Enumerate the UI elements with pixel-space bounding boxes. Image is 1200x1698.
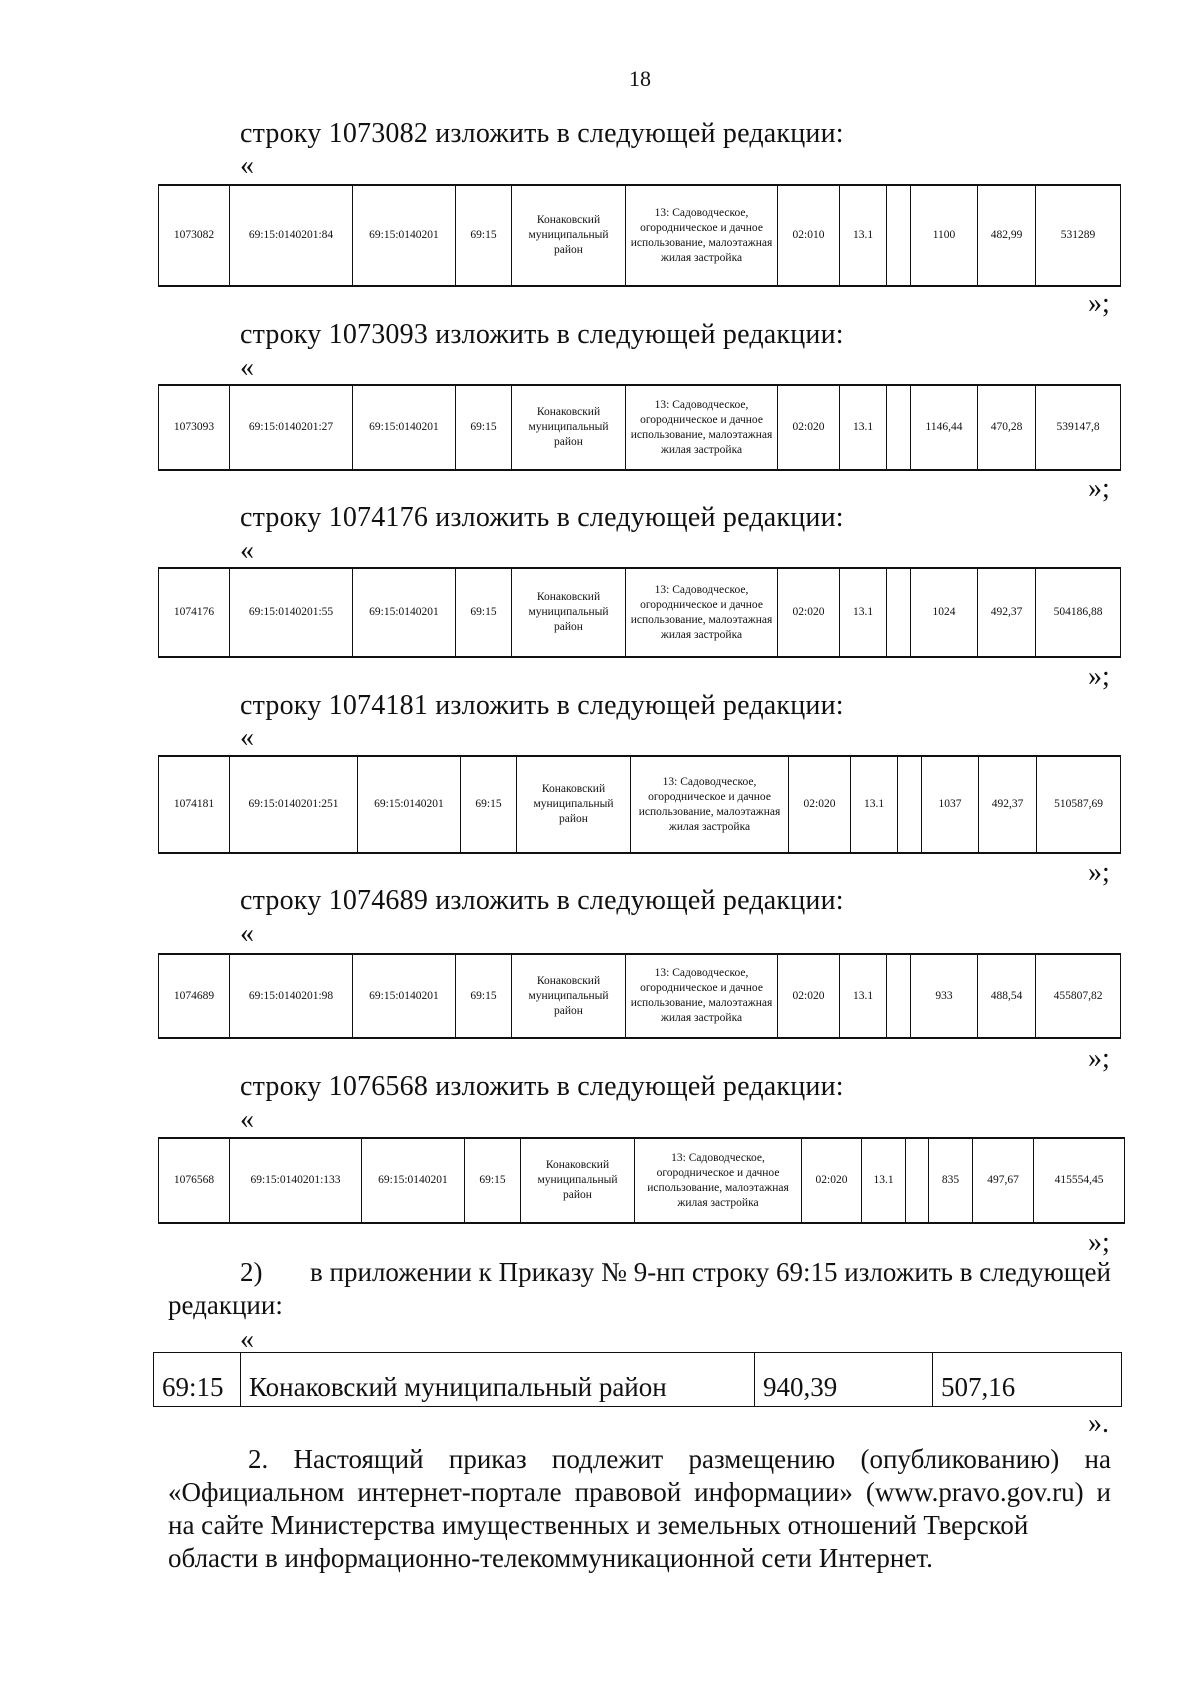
cell-cadastral-value: 510587,69 <box>1037 756 1121 853</box>
close-quote: »; <box>1088 661 1110 692</box>
cell-code: 1074176 <box>159 568 230 657</box>
cell-district-name: Конаковский муниципальный район <box>521 1138 635 1223</box>
cell-land-use: 13: Садоводческое, огородническое и дачное использование, малоэтажная жилая застройка <box>635 1138 802 1223</box>
cell-district-code: 69:15 <box>456 954 512 1038</box>
replacement-row-table <box>158 184 1121 287</box>
cell-specific-value: 482,99 <box>978 185 1036 286</box>
cell-area: 1037 <box>922 756 979 853</box>
cell-code: 1074689 <box>159 954 230 1038</box>
item-2-number: 2) <box>240 1257 263 1287</box>
cell-cadastral-quarter: 69:15:0140201 <box>353 185 456 286</box>
open-quote: « <box>240 150 254 181</box>
cell-cadastral-quarter: 69:15:0140201 <box>353 568 456 657</box>
cell-district-code: 69:15 <box>461 756 517 853</box>
cell-group-code: 02:020 <box>789 756 851 853</box>
cell-area: 933 <box>911 954 978 1038</box>
item-2-paragraph <box>168 1256 1111 1322</box>
publication-text-last-line: области в информационно-телекоммуникационной сети Интернет. <box>168 1543 933 1573</box>
cell-cadastral-value: 455807,82 <box>1036 954 1121 1038</box>
cell-code: 1074181 <box>159 756 230 853</box>
cell-district-code: 69:15 <box>465 1138 521 1223</box>
close-quote: »; <box>1088 857 1110 888</box>
cell-group-code: 02:020 <box>778 385 840 470</box>
summary-value-1: 940,39 <box>755 1353 933 1407</box>
cell-land-use: 13: Садоводческое, огородническое и дачное использование, малоэтажная жилая застройка <box>626 185 778 286</box>
cell-cadastral-value: 531289 <box>1036 185 1121 286</box>
cell-code: 1073093 <box>159 385 230 470</box>
cell-district-code: 69:15 <box>456 568 512 657</box>
cell-code: 1076568 <box>159 1138 230 1223</box>
open-quote: « <box>240 1104 254 1135</box>
page-number: 18 <box>629 66 651 91</box>
cell-area: 1146,44 <box>911 385 978 470</box>
section-heading: строку 1074689 изложить в следующей редакции: <box>240 885 844 916</box>
cell-district-name: Конаковский муниципальный район <box>512 954 626 1038</box>
replacement-row-table <box>158 1137 1125 1224</box>
cell-land-use: 13: Садоводческое, огородническое и дачное использование, малоэтажная жилая застройка <box>631 756 789 853</box>
cell-district-name: Конаковский муниципальный район <box>512 568 626 657</box>
cell-district-name: Конаковский муниципальный район <box>517 756 631 853</box>
cell-land-use: 13: Садоводческое, огородническое и дачное использование, малоэтажная жилая застройка <box>626 568 778 657</box>
publication-paragraph <box>168 1443 1111 1575</box>
replacement-row-table <box>158 755 1121 854</box>
cell-specific-value: 488,54 <box>978 954 1036 1038</box>
cell-group-code: 02:020 <box>778 954 840 1038</box>
cell-specific-value: 470,28 <box>978 385 1036 470</box>
cell-empty <box>906 1138 929 1223</box>
close-quote: ». <box>1088 1408 1109 1439</box>
cell-district-code: 69:15 <box>456 385 512 470</box>
cell-cadastral-quarter: 69:15:0140201 <box>358 756 461 853</box>
cell-cadastral-quarter: 69:15:0140201 <box>353 385 456 470</box>
cell-land-use: 13: Садоводческое, огородническое и дачное использование, малоэтажная жилая застройка <box>626 954 778 1038</box>
section-heading: строку 1073093 изложить в следующей редакции: <box>240 319 844 350</box>
replacement-row-table <box>158 953 1121 1039</box>
cell-empty <box>887 385 911 470</box>
cell-district-name: Конаковский муниципальный район <box>512 185 626 286</box>
cell-group-code: 02:020 <box>778 568 840 657</box>
cell-empty <box>887 568 911 657</box>
cell-land-use: 13: Садоводческое, огородническое и дачное использование, малоэтажная жилая застройка <box>626 385 778 470</box>
cell-cadastral-value: 504186,88 <box>1036 568 1121 657</box>
close-quote: »; <box>1088 288 1110 319</box>
section-heading: строку 1073082 изложить в следующей редакции: <box>240 118 844 149</box>
summary-value-2: 507,16 <box>933 1353 1122 1407</box>
cell-specific-value: 492,37 <box>979 756 1037 853</box>
summary-district-code: 69:15 <box>154 1353 241 1407</box>
replacement-row-table <box>158 384 1121 471</box>
close-quote: »; <box>1088 473 1110 504</box>
cell-empty <box>898 756 922 853</box>
cell-area: 1024 <box>911 568 978 657</box>
close-quote: »; <box>1088 1227 1110 1258</box>
open-quote: « <box>240 352 254 383</box>
cell-specific-value: 492,37 <box>978 568 1036 657</box>
open-quote: « <box>240 1324 254 1355</box>
cell-cadastral-number: 69:15:0140201:27 <box>230 385 353 470</box>
cell-subgroup: 13.1 <box>851 756 898 853</box>
cell-subgroup: 13.1 <box>840 954 887 1038</box>
cell-code: 1073082 <box>159 185 230 286</box>
cell-cadastral-quarter: 69:15:0140201 <box>362 1138 465 1223</box>
section-heading: строку 1074176 изложить в следующей редакции: <box>240 502 844 533</box>
cell-district-code: 69:15 <box>456 185 512 286</box>
cell-cadastral-value: 415554,45 <box>1034 1138 1125 1223</box>
section-heading: строку 1074181 изложить в следующей редакции: <box>240 690 844 721</box>
open-quote: « <box>240 535 254 566</box>
cell-district-name: Конаковский муниципальный район <box>512 385 626 470</box>
cell-group-code: 02:020 <box>802 1138 862 1223</box>
section-heading: строку 1076568 изложить в следующей редакции: <box>240 1071 844 1102</box>
cell-cadastral-value: 539147,8 <box>1036 385 1121 470</box>
cell-cadastral-number: 69:15:0140201:98 <box>230 954 353 1038</box>
open-quote: « <box>240 722 254 753</box>
cell-subgroup: 13.1 <box>862 1138 906 1223</box>
cell-subgroup: 13.1 <box>840 568 887 657</box>
cell-cadastral-number: 69:15:0140201:133 <box>230 1138 362 1223</box>
cell-cadastral-number: 69:15:0140201:251 <box>230 756 358 853</box>
publication-text: 2. Настоящий приказ подлежит размещению (опубликованию) на «Официальном интернет-портале правовой информации» (www.pravo.gov.ru) и на сайте Министерства имущественных и земельных отношений Тверской <box>168 1444 1111 1540</box>
open-quote: « <box>240 918 254 949</box>
summary-district-name: Конаковский муниципальный район <box>241 1353 755 1407</box>
cell-cadastral-number: 69:15:0140201:84 <box>230 185 353 286</box>
cell-specific-value: 497,67 <box>973 1138 1034 1223</box>
cell-empty <box>887 954 911 1038</box>
item-2-text: в приложении к Приказу № 9-нп строку 69:15 изложить в следующей редакции: <box>168 1257 1111 1320</box>
cell-cadastral-number: 69:15:0140201:55 <box>230 568 353 657</box>
cell-empty <box>887 185 911 286</box>
cell-subgroup: 13.1 <box>840 385 887 470</box>
summary-row-table <box>153 1352 1122 1407</box>
close-quote: »; <box>1088 1043 1110 1074</box>
cell-cadastral-quarter: 69:15:0140201 <box>353 954 456 1038</box>
cell-area: 835 <box>929 1138 973 1223</box>
cell-subgroup: 13.1 <box>840 185 887 286</box>
cell-area: 1100 <box>911 185 978 286</box>
replacement-row-table <box>158 567 1121 658</box>
cell-group-code: 02:010 <box>778 185 840 286</box>
